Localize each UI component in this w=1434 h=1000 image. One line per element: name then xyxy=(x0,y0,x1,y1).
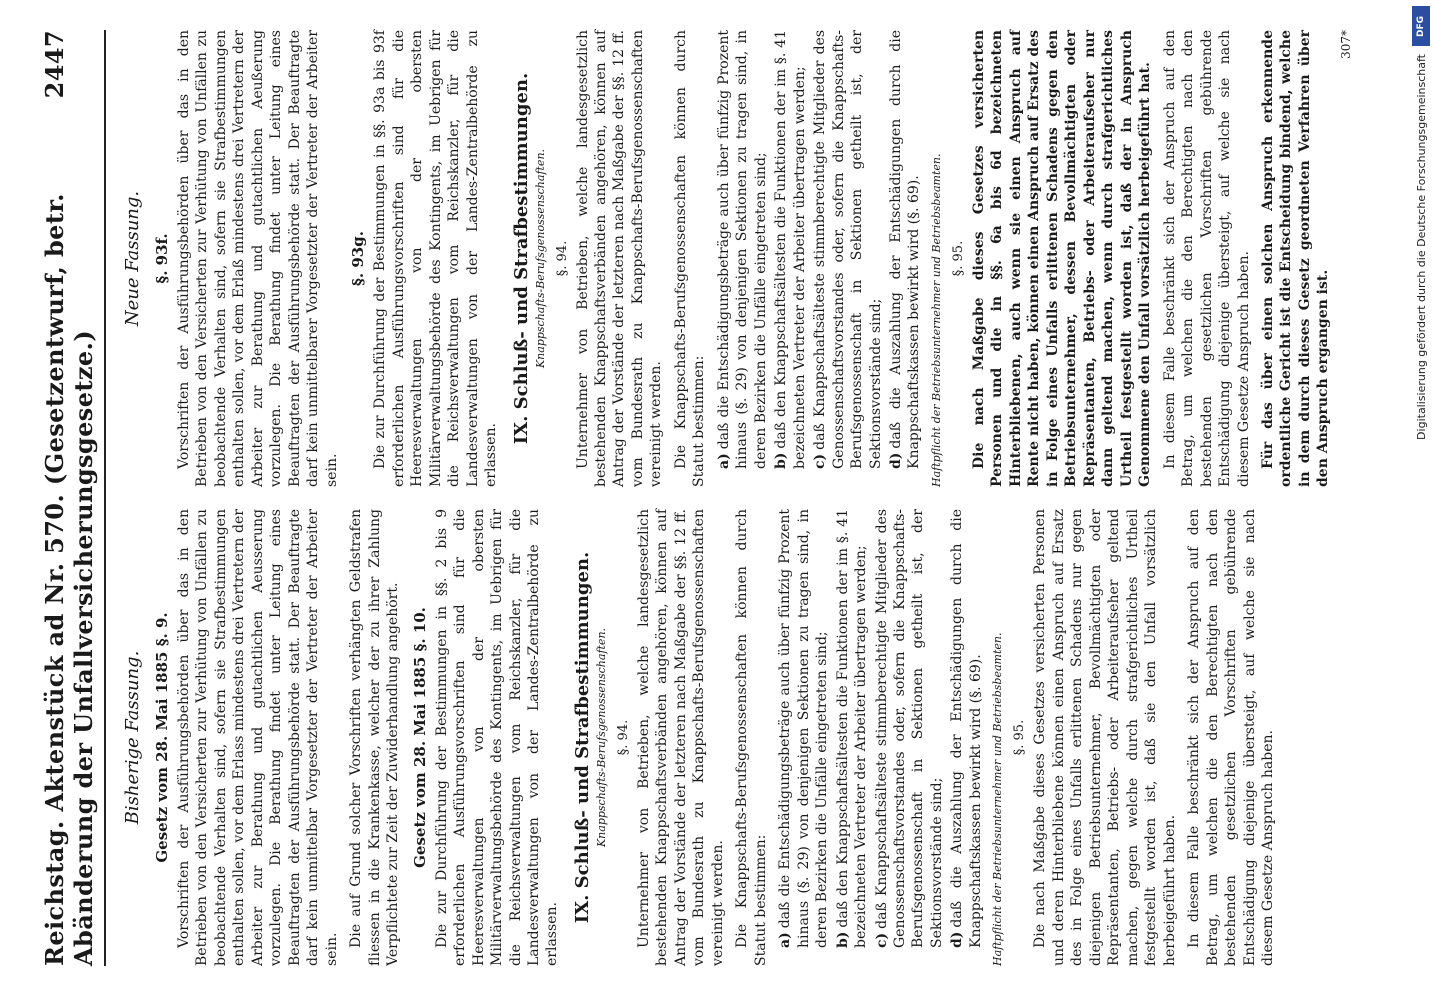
digitization-credit: Digitalisierung gefördert durch die Deutsche Forschungsgemeinschaft xyxy=(1414,54,1428,440)
list-item: c)daß Knappschaftsälteste stimmberechtigte Mitglieder des Genossenschaftsvorstandes oder, sofern die Knappschafts-Berufsgenossenschaft in Sektionen getheilt ist, der Sektionsvorstände sind; xyxy=(812,30,884,469)
list-item: b)daß den Knappschaftsältesten die Funktionen der im §. 41 bezeichneten Vertreter der Arbeiter übertragen werden; xyxy=(773,30,808,469)
paragraph: In diesem Falle beschränkt sich der Anspruch auf den Betrag, um welchen die den Berechtigten nach den bestehenden gesetzlichen Vorschriften gebührende Entschädigung diejenige übersteigt, auf welche sie nach diesem Gesetze Anspruch haben. xyxy=(1186,509,1276,966)
law-reference: Gesetz vom 28. Mai 1885 §. 10. xyxy=(410,607,429,868)
section-title: IX. Schluß- und Strafbestimmungen. xyxy=(571,551,593,924)
signature-mark: 307* xyxy=(1338,30,1353,59)
list-item: a)daß die Entschädigungsbeträge auch über fünfzig Prozent hinaus (§. 29) von denjenigen Sektionen zu tragen sind, in deren Bezirken die Unfälle eingetreten sind; xyxy=(715,30,769,469)
list-item: d)daß die Auszahlung der Entschädigungen durch die Knappschaftskassen bewirkt wird (§. 69). xyxy=(949,509,984,948)
section-title: IX. Schluß- und Strafbestimmungen. xyxy=(510,72,532,445)
paragraph-number: §. 95. xyxy=(1012,719,1028,756)
paragraph: Die zur Durchführung der Bestimmungen in §§. 93a bis 93f erforderlichen Ausführungsvorschriften sind für die Heeresverwaltungen von der obersten Militärverwaltungsbehörde des Kontingents, im Uebrigen für die Reichsverwaltungen vom Reichskanzler, für die Landesverwaltungen von der Landes-Zentralbehörde zu erlassen. xyxy=(372,30,500,487)
page-number: 2447 xyxy=(40,30,69,99)
section-subtitle: Knappschafts-Berufsgenossenschaften. xyxy=(533,148,547,369)
running-head-title: Reichstag. Aktenstück ad Nr. 570. (Gesetzentwurf, betr. Abänderung der Unfallversicherungsgesetze.) xyxy=(40,193,98,966)
digitization-sidebar xyxy=(1408,0,1434,1000)
paragraph: Unternehmer von Betrieben, welche landesgesetzlich bestehenden Knappschaftsverbänden angehören, können auf Antrag der Vorstände der letzteren nach Maßgabe der §§. 12 ff. vom Bundesrath zu Knappschafts-Berufsgenossenschaften vereinigt werden. xyxy=(635,509,726,966)
provision-list xyxy=(715,30,924,469)
law-reference: Gesetz vom 28. Mai 1885 §. 9. xyxy=(153,612,171,863)
paragraph: Die zur Durchführung der Bestimmungen in §§. 2 bis 9 erforderlichen Ausführungsvorschriften sind für die Heeresverwaltungen von der obersten Militärverwaltungsbehörde des Kontingents, im Uebrigen für die Reichsverwaltungen vom Reichskanzler, für die Landesverwaltungen von der Landes-Zentralbehörde zu erlassen. xyxy=(433,509,561,966)
column-title-old: Bisherige Fassung. xyxy=(122,650,143,825)
section-subtitle: Knappschafts-Berufsgenossenschaften. xyxy=(594,627,608,848)
list-item: d)daß die Auszahlung der Entschädigungen durch die Knappschaftskassen bewirkt wird (§. 69). xyxy=(888,30,923,469)
column-old-version xyxy=(120,509,1353,966)
paragraph: In diesem Falle beschränkt sich der Anspruch auf den Betrag, um welchen die den Berechtigten nach den bestehenden gesetzlichen Vorschriften gebührende Entschädigung diejenige übersteigt, auf welche sie nach diesem Gesetze Anspruch haben. xyxy=(1161,30,1252,487)
paragraph-number: §. 93g. xyxy=(349,231,368,286)
paragraph: Vorschriften der Ausführungsbehörden über das in den Betrieben von den Versicherten zur Verhütung von Unfällen zu beobachtende Verhalten sind, sofern sie Strafbestimmungen enthalten sollen, vor dem Erlaß mindestens drei Vertretern der Arbeiter zur Berathung und gutachtlichen Aeußerung vorzulegen. Die Berathung findet unter Leitung eines Beauftragten der Ausführungsbehörde statt. Der Beauftragte darf kein unmittelbarer Vorgesetzter der Vertreter der Arbeiter sein. xyxy=(176,30,340,487)
paragraph: Unternehmer von Betrieben, welche landesgesetzlich bestehenden Knappschaftsverbänden angehören, können auf Antrag der Vorstände der letzteren nach Maßgabe der §§. 12 ff. vom Bundesrath zu Knappschafts-Berufsgenossenschaften vereinigt werden. xyxy=(574,30,665,487)
paragraph-number: §. 93f. xyxy=(153,233,171,284)
paragraph: Die auf Grund solcher Vorschriften verhängten Geldstrafen fliessen in die Krankenkasse, welcher der zu ihrer Zahlung Verpflichtete zur Zeit der Zuwiderhandlung angehört. xyxy=(348,509,402,966)
side-note: Haftpflicht der Betriebsunternehmer und Betriebsbeamten. xyxy=(991,632,1005,966)
dfg-logo-icon: DFG xyxy=(1412,6,1430,46)
list-item: b)daß den Knappschaftsältesten die Funktionen der im §. 41 bezeichneten Vertreter der Arbeiter übertragen werden; xyxy=(834,509,870,948)
paragraph: Vorschriften der Ausführungsbehörden über das in den Betrieben von den Versicherten zur Verhütung von Unfällen zu beobachtende Verhalten sind, sofern sie Strafbestimmungen enthalten sollen, vor dem Erlass mindestens drei Vertretern der Arbeiter zur Berathung und gutachtlichen Aeusserung vorzulegen. Die Berathung findet unter Leitung eines Beauftragten der Ausführungsbehörde statt. Der Beauftragte darf kein unmittelbar Vorgesetzter der Vertreter der Arbeiter sein. xyxy=(176,509,340,966)
paragraph: Die Knappschafts-Berufsgenossenschaften können durch Statut bestimmen: xyxy=(672,30,708,487)
paragraph: Die nach Maßgabe dieses Gesetzes versicherten Personen und deren Hinterbliebene können einen Anspruch auf Ersatz des in Folge eines Unfalls erlittenen Schadens nur gegen diejenigen Betriebsunternehmer, Bevollmächtigten oder Repräsentanten, Betriebs- oder Arbeiteraufseher geltend machen, gegen welche durch strafgerichtliches Urtheil festgestellt worden ist, daß sie den Unfall vorsätzlich herbeigeführt haben. xyxy=(1032,509,1178,966)
provision-list xyxy=(776,509,985,948)
column-new-version xyxy=(120,30,1353,487)
paragraph: Die Knappschafts-Berufsgenossenschaften können durch Statut bestimmen: xyxy=(734,509,769,966)
running-head xyxy=(40,30,106,966)
paragraph-number: §. 95. xyxy=(950,240,966,277)
paragraph-number: §. 94. xyxy=(554,240,570,277)
paragraph: Die nach Maßgabe dieses Gesetzes versicherten Personen und die in §§. 6a bis 6d bezeichneten Hinterbliebenen, auch wenn sie einen Anspruch auf Rente nicht haben, können einen Anspruch auf Ersatz des in Folge eines Unfalls erlittenen Schadens gegen den Betriebsunternehmer, dessen Bevollmächtigten oder Repräsentanten, Betriebs- oder Arbeiteraufseher nur dann geltend machen, wenn durch strafgerichtliches Urtheil festgestellt worden ist, daß der in Anspruch Genommene den Unfall vorsätzlich herbeigeführt hat. xyxy=(970,30,1154,487)
column-title-new: Neue Fassung. xyxy=(122,190,143,327)
columns xyxy=(120,30,1353,966)
list-item: a)daß die Entschädigungsbeträge auch über fünfzig Prozent hinaus (§. 29) von denjenigen Sektionen zu tragen sind, in deren Bezirken die Unfälle eingetreten sind; xyxy=(777,509,831,948)
list-item: c)daß Knappschaftsälteste stimmberechtigte Mitglieder des Genossenschaftsvorstandes oder, sofern die Knappschafts-Berufsgenossenschaft in Sektionen getheilt ist, der Sektionsvorstände sind; xyxy=(873,509,945,948)
paragraph-number: §. 94. xyxy=(615,719,631,756)
paragraph: Für das über einen solchen Anspruch erkennende ordentliche Gericht ist die Entscheidung bindend, welche in dem durch dieses Gesetz geordneten Verfahren über den Anspruch ergangen ist. xyxy=(1259,30,1332,487)
side-note: Haftpflicht der Betriebsunternehmer und Betriebsbeamten. xyxy=(929,153,943,487)
